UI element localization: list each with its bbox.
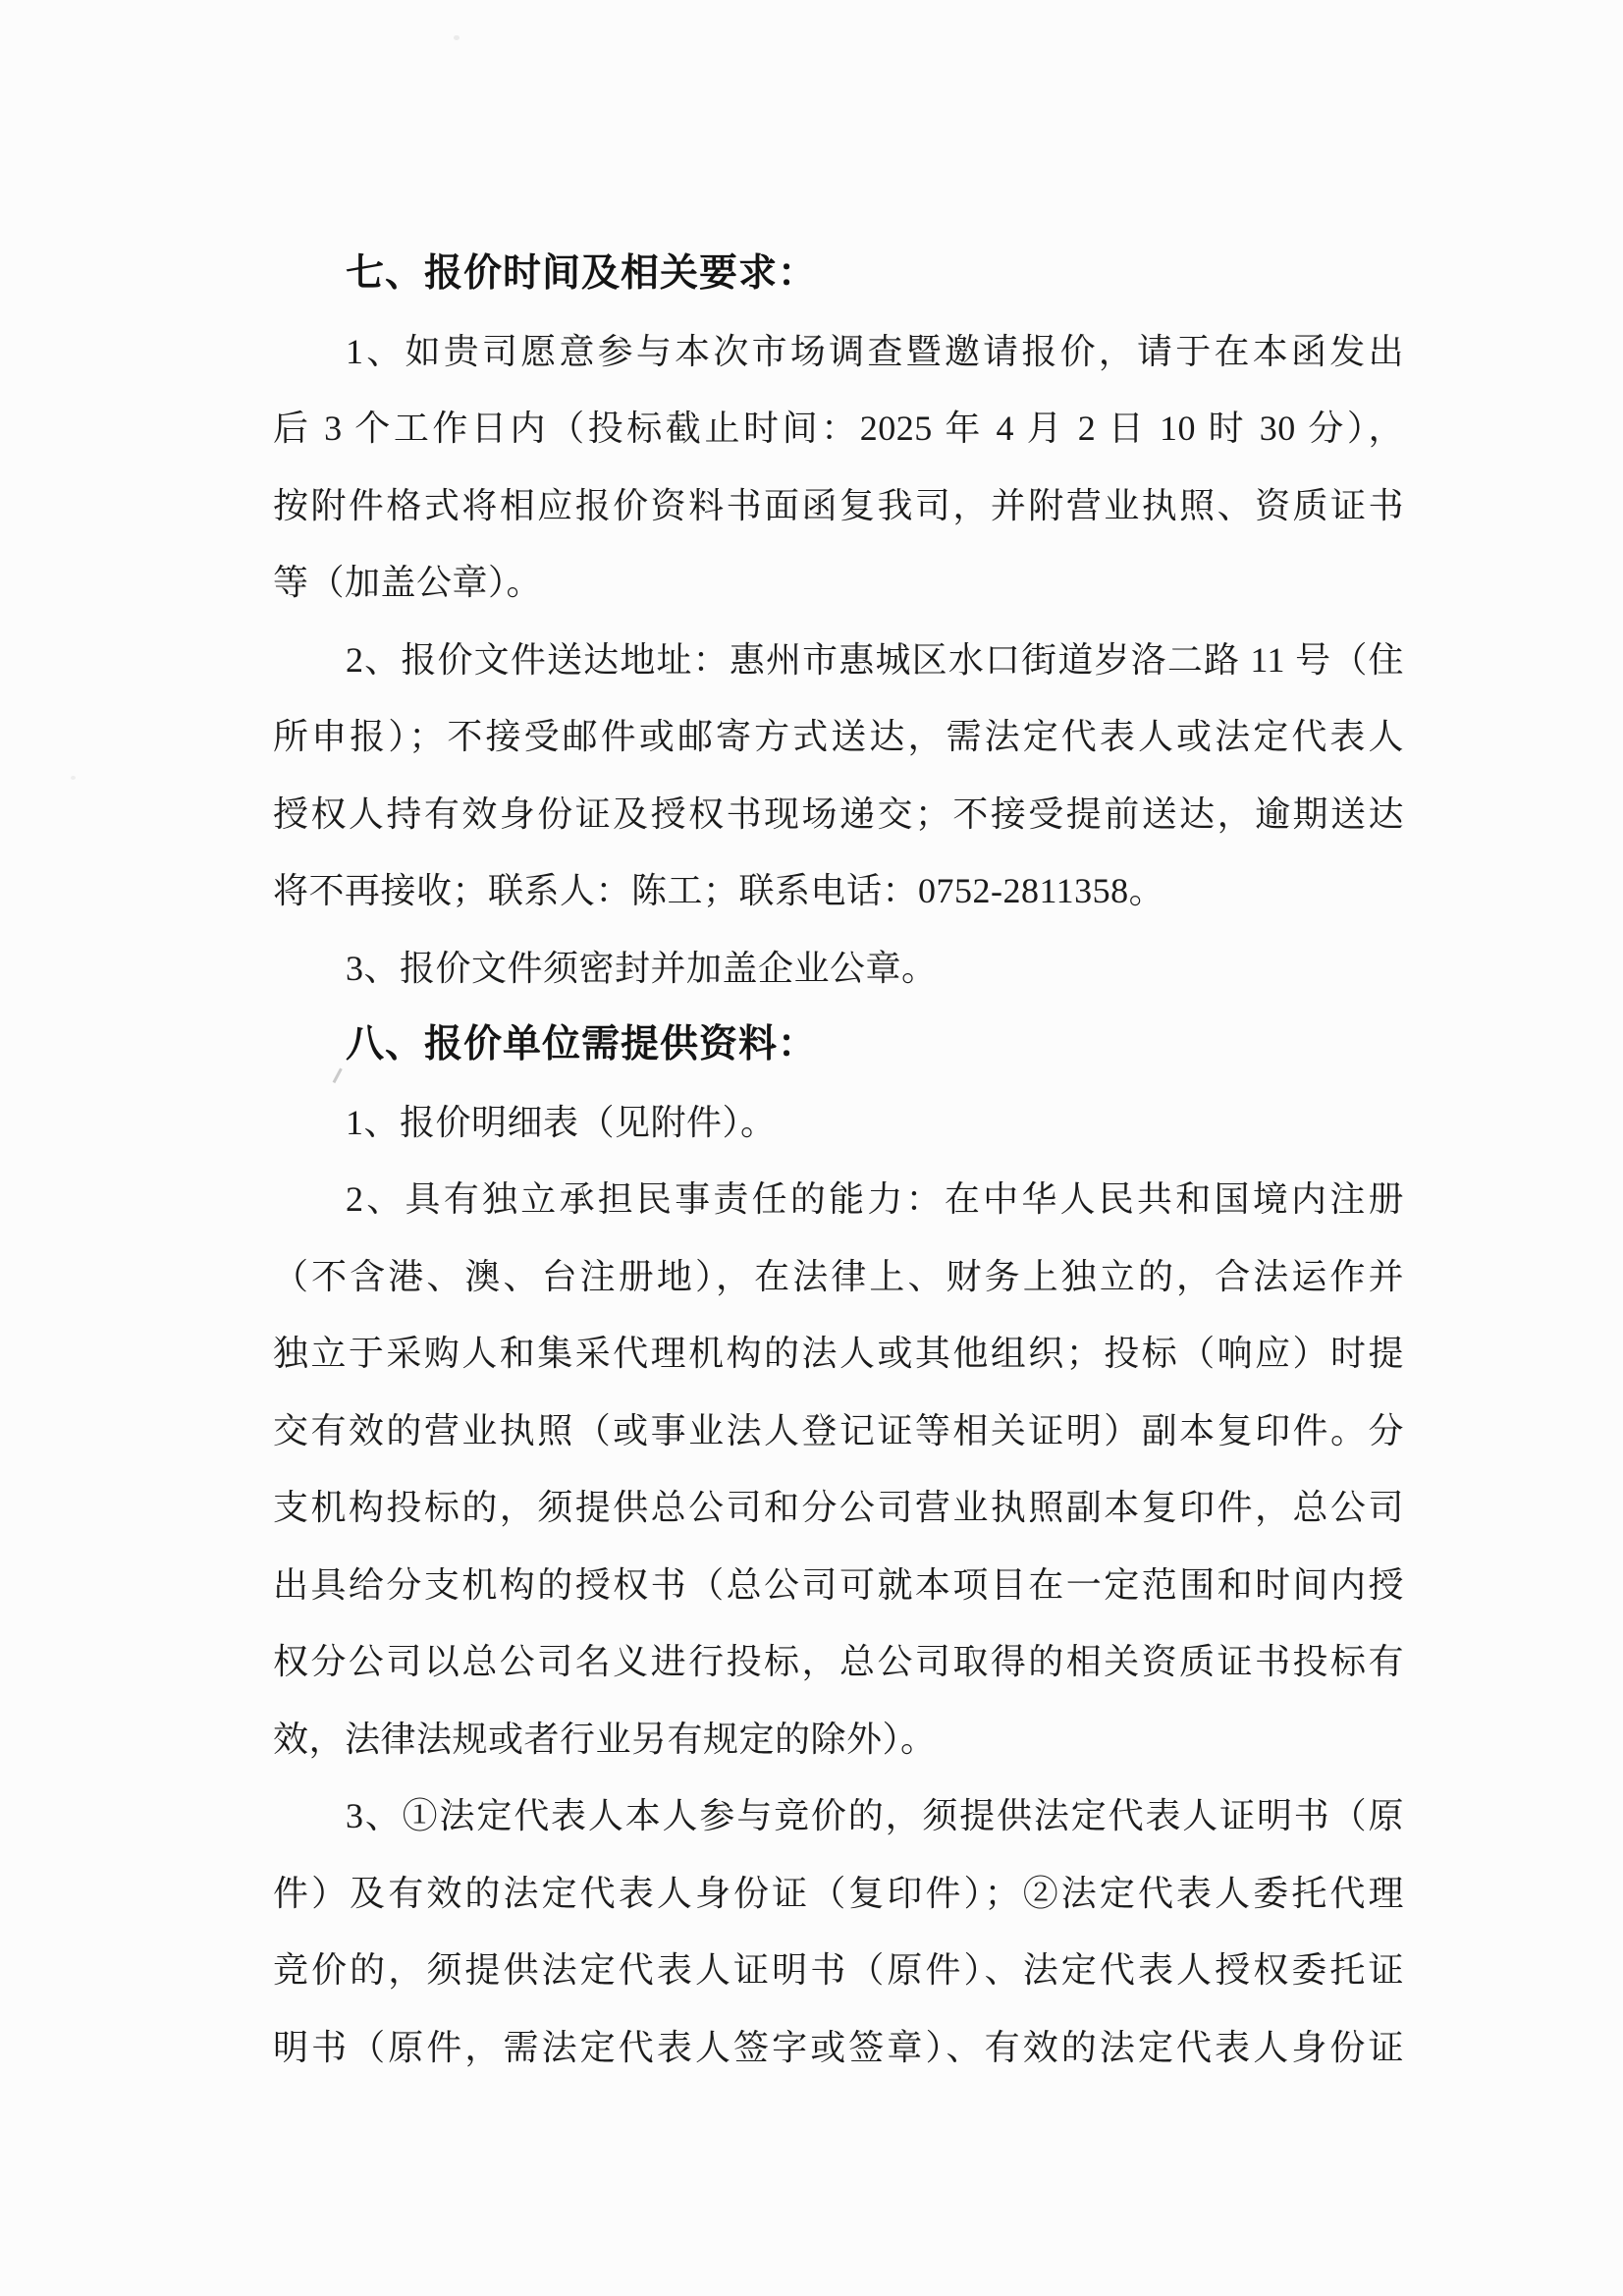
text-line: 所申报）；不接受邮件或邮寄方式送达，需法定代表人或法定代表人 — [273, 717, 1404, 756]
section-heading: 七、报价时间及相关要求： — [346, 252, 818, 295]
text-line: 独立于采购人和集采代理机构的法人或其他组织；投标（响应）时提 — [273, 1334, 1404, 1373]
document-text-block — [273, 236, 1404, 2086]
text-line: 等（加盖公章）。 — [273, 563, 543, 602]
text-line: 竞价的，须提供法定代表人证明书（原件）、法定代表人授权委托证 — [273, 1950, 1404, 1990]
text-line: 3、报价文件须密封并加盖企业公章。 — [346, 948, 938, 988]
text-line: 授权人持有效身份证及授权书现场递交；不接受提前送达，逾期送达 — [273, 793, 1404, 834]
scan-speck — [71, 776, 76, 780]
text-line: 后 3 个工作日内（投标截止时间：2025 年 4 月 2 日 10 时 30 分）， — [273, 409, 1404, 448]
text-line: 2、具有独立承担民事责任的能力：在中华人民共和国境内注册 — [346, 1179, 1404, 1219]
section-heading: 八、报价单位需提供资料： — [346, 1023, 818, 1066]
text-line: 件）及有效的法定代表人身份证（复印件）；②法定代表人委托代理 — [273, 1873, 1404, 1913]
text-line: 权分公司以总公司名义进行投标，总公司取得的相关资质证书投标有 — [273, 1642, 1404, 1681]
text-line: 3、①法定代表人本人参与竞价的，须提供法定代表人证明书（原 — [346, 1796, 1404, 1835]
scan-speck — [454, 35, 460, 40]
text-line: 按附件格式将相应报价资料书面函复我司，并附营业执照、资质证书 — [273, 485, 1404, 525]
text-line: 出具给分支机构的授权书（总公司可就本项目在一定范围和时间内授 — [273, 1564, 1404, 1605]
text-line: 交有效的营业执照（或事业法人登记证等相关证明）副本复印件。分 — [273, 1410, 1404, 1450]
text-line: 支机构投标的，须提供总公司和分公司营业执照副本复印件，总公司 — [273, 1488, 1404, 1527]
text-line: 2、报价文件送达地址：惠州市惠城区水口街道岁洛二路 11 号（住 — [346, 639, 1404, 680]
text-line: 明书（原件，需法定代表人签字或签章）、有效的法定代表人身份证 — [273, 2027, 1404, 2067]
text-line: 效，法律法规或者行业另有规定的除外）。 — [273, 1719, 937, 1759]
text-line: （不含港、澳、台注册地），在法律上、财务上独立的，合法运作并 — [273, 1256, 1404, 1296]
text-line: 1、如贵司愿意参与本次市场调查暨邀请报价，请于在本函发出 — [346, 331, 1404, 371]
text-line: 将不再接收；联系人：陈工；联系电话：0752-2811358。 — [273, 871, 1165, 910]
text-line: 1、报价明细表（见附件）。 — [346, 1102, 777, 1142]
